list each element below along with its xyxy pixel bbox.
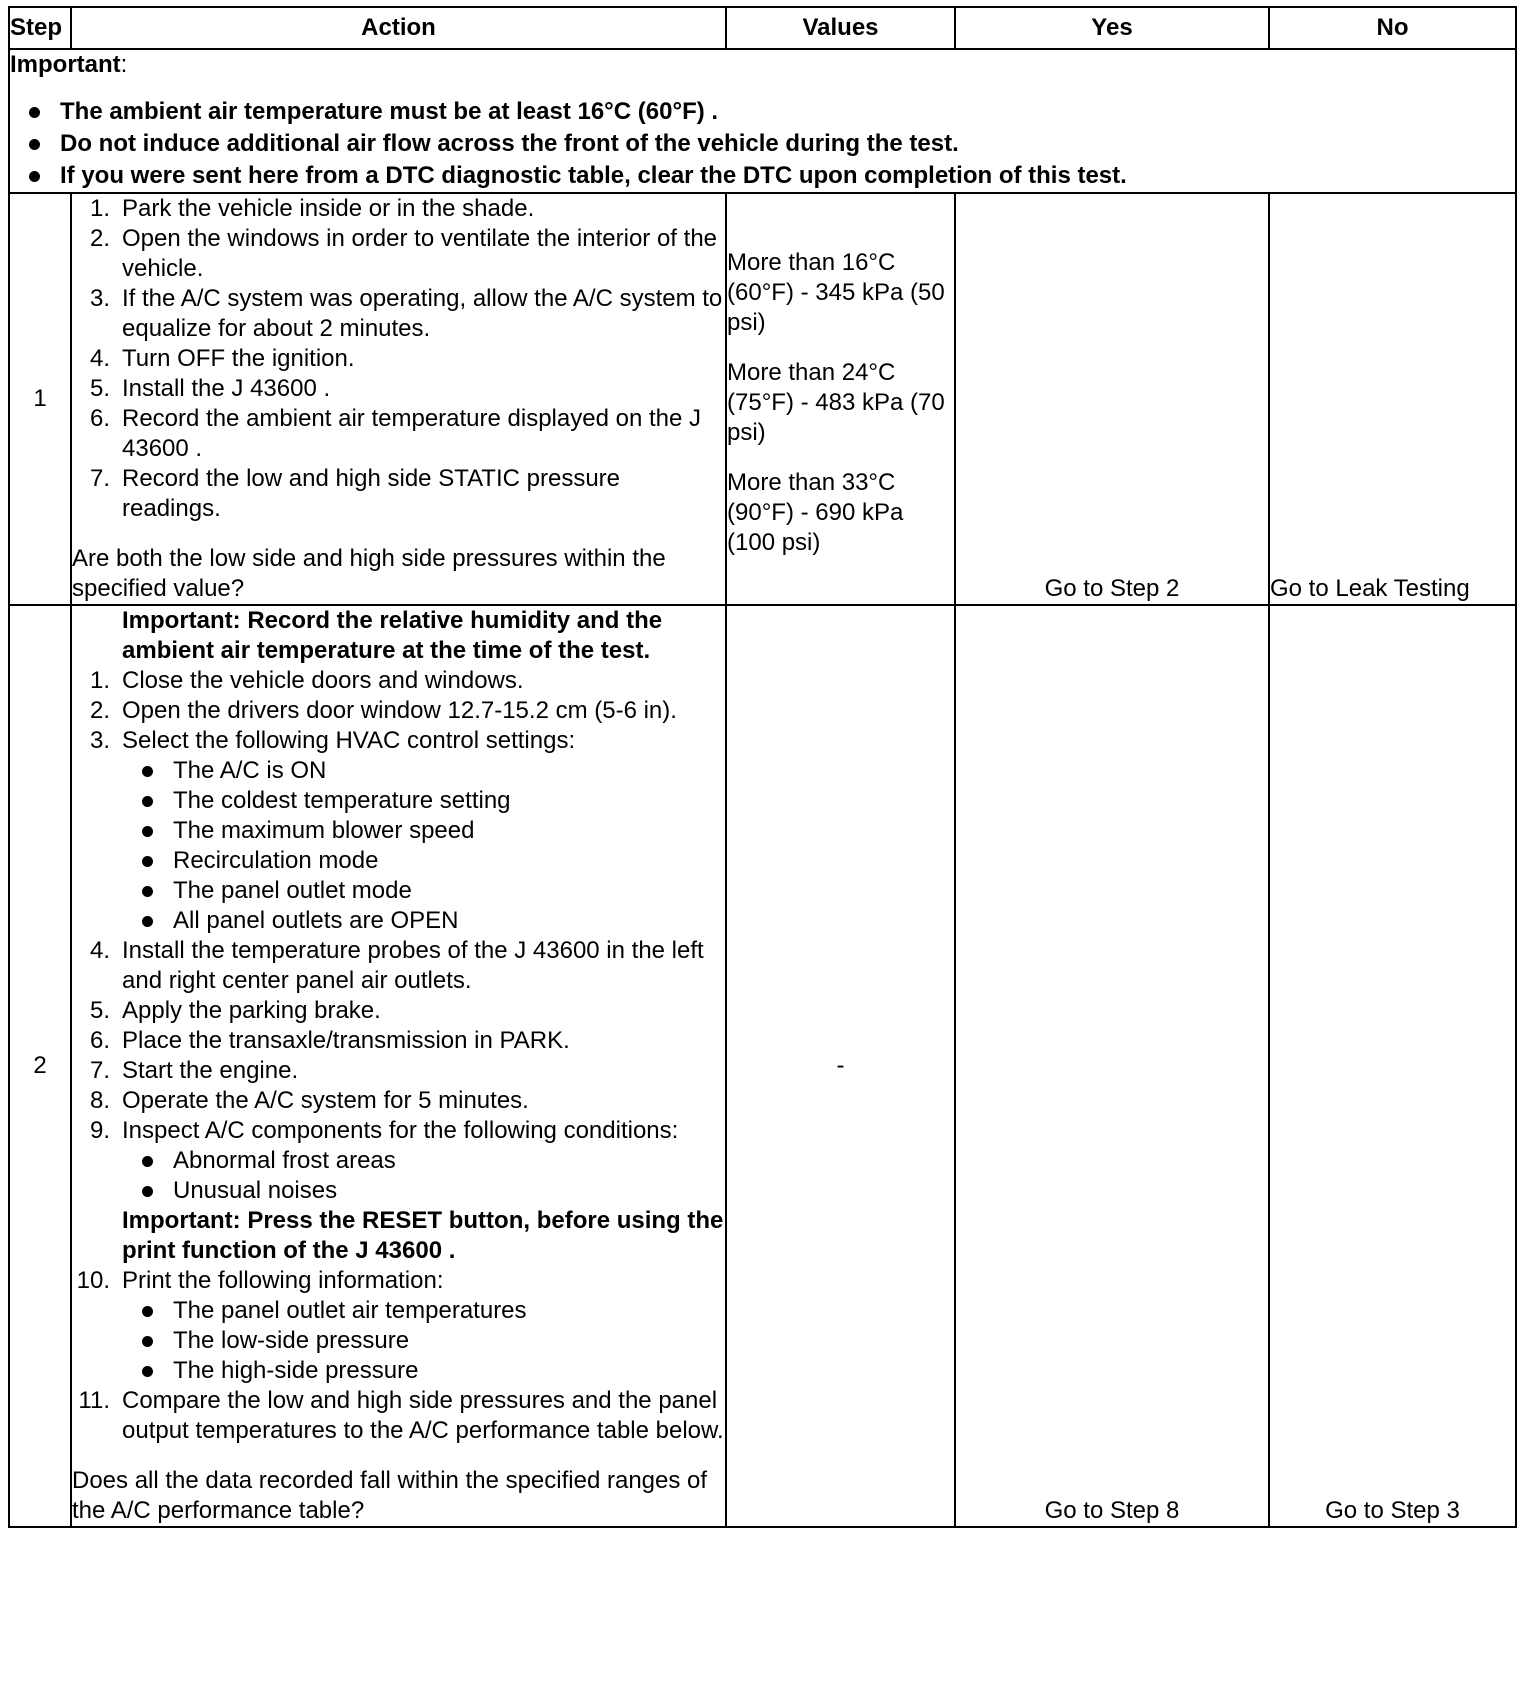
action-column-header: Action <box>71 7 726 49</box>
values-column-header: Values <box>726 7 955 49</box>
important-colon: : <box>120 51 128 78</box>
important-label: Important <box>10 51 121 78</box>
step-1-action <box>71 193 726 605</box>
value-range: More than 16°C (60°F) - 345 kPa (50 psi) <box>727 249 945 336</box>
action-item: 4. Install the temperature probes of the J 43600 in the left and right center panel air outlets. <box>89 937 704 994</box>
setting-item: The maximum blower speed <box>72 816 725 846</box>
action-item: 6. Record the ambient air temperature displayed on the J 43600 . <box>89 405 701 462</box>
bullet-icon <box>142 766 153 777</box>
action-item: 5. Install the J 43600 . <box>89 375 331 402</box>
important-note: Important: Press the RESET button, before using the print function of the J 43600 . <box>122 1207 724 1264</box>
setting-item: All panel outlets are OPEN <box>72 906 725 936</box>
action-item: 5. Apply the parking brake. <box>89 997 381 1024</box>
action-item: 2. Open the drivers door window 12.7-15.2 cm (5-6 in). <box>89 697 677 724</box>
bullet-icon <box>29 139 40 150</box>
setting-item: The panel outlet mode <box>72 876 725 906</box>
important-item <box>10 128 1515 160</box>
action-item: 7. Start the engine. <box>89 1057 299 1084</box>
important-item <box>10 96 1515 128</box>
action-item: 10. Print the following information: <box>76 1267 444 1294</box>
condition-item: Abnormal frost areas <box>72 1146 725 1176</box>
bullet-icon <box>142 1306 153 1317</box>
important-title <box>10 50 1515 80</box>
action-item: 3. Select the following HVAC control settings: <box>89 727 576 754</box>
print-item: The low-side pressure <box>72 1326 725 1356</box>
important-item-text: The ambient air temperature must be at least 16°C (60°F) . <box>60 98 719 125</box>
step-1-no: Go to Leak Testing <box>1269 193 1516 605</box>
action-item: 7. Record the low and high side STATIC pressure readings. <box>89 465 621 522</box>
action-item: 8. Operate the A/C system for 5 minutes. <box>89 1087 529 1114</box>
action-item: 4. Turn OFF the ignition. <box>89 345 355 372</box>
diagnostic-table <box>8 6 1517 1528</box>
important-item-text: Do not induce additional air flow across the front of the vehicle during the test. <box>60 130 959 157</box>
step-2-values: - <box>726 605 955 1527</box>
print-item: The high-side pressure <box>72 1356 725 1386</box>
action-item: 1. Close the vehicle doors and windows. <box>89 667 524 694</box>
step-1-yes: Go to Step 2 <box>955 193 1269 605</box>
setting-item: The coldest temperature setting <box>72 786 725 816</box>
print-item: The panel outlet air temperatures <box>72 1296 725 1326</box>
important-row <box>9 49 1516 193</box>
value-range: More than 24°C (75°F) - 483 kPa (70 psi) <box>727 359 945 446</box>
diagnostic-sheet <box>8 6 1517 1528</box>
action-item: 6. Place the transaxle/transmission in PARK. <box>89 1027 570 1054</box>
action-item: 11. Compare the low and high side pressures and the panel output temperatures to the A/C performance table below. <box>78 1387 724 1444</box>
setting-item: Recirculation mode <box>72 846 725 876</box>
step-2-no: Go to Step 3 <box>1269 605 1516 1527</box>
action-item: 2. Open the windows in order to ventilate the interior of the vehicle. <box>89 225 718 282</box>
bullet-icon <box>29 107 40 118</box>
bullet-icon <box>142 1366 153 1377</box>
step-2-question: Does all the data recorded fall within the specified ranges of the A/C performance table? <box>72 1467 708 1524</box>
step-2-action <box>71 605 726 1527</box>
step-1-row <box>9 193 1516 605</box>
bullet-icon <box>142 1336 153 1347</box>
bullet-icon <box>142 916 153 927</box>
condition-item: Unusual noises <box>72 1176 725 1206</box>
bullet-icon <box>142 826 153 837</box>
important-notice <box>9 49 1516 193</box>
step-1-question: Are both the low side and high side pressures within the specified value? <box>72 545 666 602</box>
step-1-values <box>726 193 955 605</box>
yes-column-header: Yes <box>955 7 1269 49</box>
action-item: 3. If the A/C system was operating, allow the A/C system to equalize for about 2 minutes. <box>89 285 723 342</box>
important-item-text: If you were sent here from a DTC diagnostic table, clear the DTC upon completion of this test. <box>60 162 1127 189</box>
step-2-yes: Go to Step 8 <box>955 605 1269 1527</box>
bullet-icon <box>142 796 153 807</box>
bullet-icon <box>142 1156 153 1167</box>
step-column-header: Step <box>9 7 71 49</box>
step-2-row <box>9 605 1516 1527</box>
bullet-icon <box>29 171 40 182</box>
bullet-icon <box>142 1186 153 1197</box>
header-row <box>9 7 1516 49</box>
setting-item: The A/C is ON <box>72 756 725 786</box>
important-note: Important: Record the relative humidity and the ambient air temperature at the time of the test. <box>122 607 663 664</box>
no-column-header: No <box>1269 7 1516 49</box>
step-number: 1 <box>9 193 71 605</box>
action-item: 9. Inspect A/C components for the following conditions: <box>89 1117 679 1144</box>
important-item <box>10 160 1515 192</box>
bullet-icon <box>142 886 153 897</box>
value-range: More than 33°C (90°F) - 690 kPa (100 psi) <box>727 469 904 556</box>
step-number: 2 <box>9 605 71 1527</box>
bullet-icon <box>142 856 153 867</box>
action-item: 1. Park the vehicle inside or in the shade. <box>89 195 535 222</box>
